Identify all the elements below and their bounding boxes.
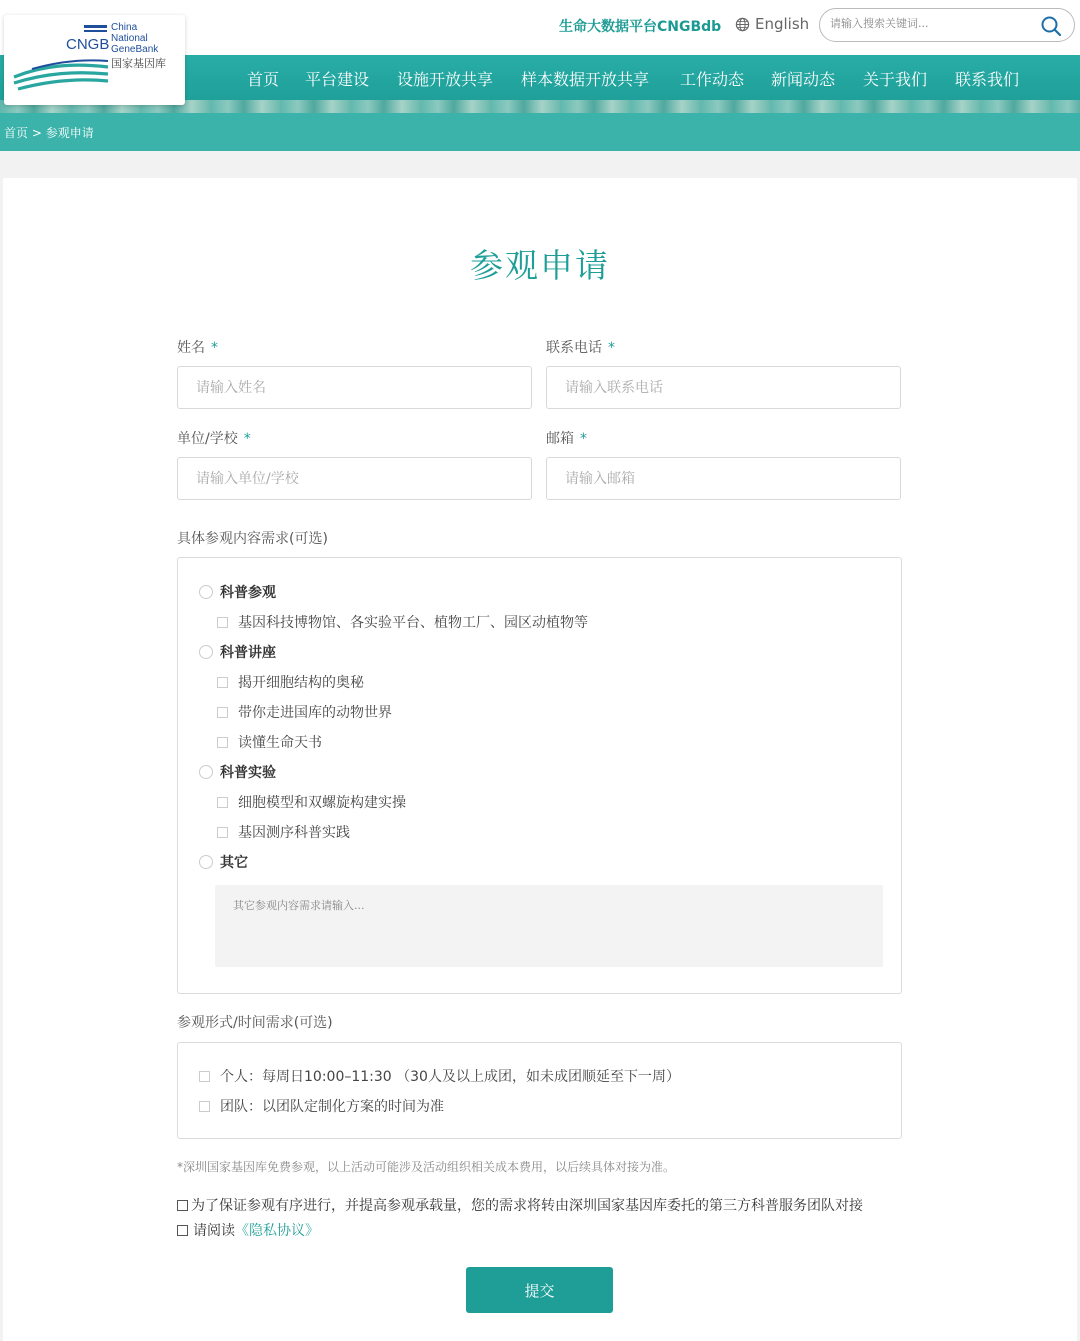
nav-item-platform[interactable]: 平台建设: [305, 70, 370, 89]
nav-item-contact[interactable]: 联系我们: [955, 70, 1020, 89]
nav-item-home[interactable]: 首页: [247, 70, 280, 89]
phone-input[interactable]: [546, 366, 901, 409]
option-life-book[interactable]: 读懂生命天书: [217, 732, 322, 752]
agree-third-party[interactable]: 为了保证参观有序进行，并提高参观承载量，您的需求将转由深圳国家基因库委托的第三方科普服务团队对接: [177, 1195, 863, 1215]
logo-cn: 国家基因库: [111, 57, 166, 70]
format-label: 参观形式/时间需求(可选): [177, 1015, 333, 1031]
org-input[interactable]: [177, 457, 532, 500]
checkbox-privacy[interactable]: [177, 1225, 188, 1236]
name-label: 姓名 *: [177, 340, 218, 356]
checkbox-animal-world[interactable]: [217, 707, 228, 718]
checkbox-sequencing[interactable]: [217, 827, 228, 838]
nav-item-about[interactable]: 关于我们: [863, 70, 928, 89]
phone-label: 联系电话 *: [546, 340, 615, 356]
checkbox-museum[interactable]: [217, 617, 228, 628]
checkbox-individual[interactable]: [199, 1071, 210, 1082]
nav-item-sample-data-sharing[interactable]: 样本数据开放共享: [521, 70, 650, 89]
logo-en-line3: GeneBank: [111, 44, 159, 55]
radio-experiment[interactable]: [199, 765, 213, 779]
free-visit-note: *深圳国家基因库免费参观，以上活动可能涉及活动组织相关成本费用，以后续具体对接为准。: [177, 1160, 676, 1174]
checkbox-agree-third-party[interactable]: [177, 1200, 188, 1211]
org-label: 单位/学校 *: [177, 431, 251, 447]
format-options-box: [177, 1042, 902, 1139]
group-other[interactable]: 其它: [199, 852, 248, 872]
group-science-tour[interactable]: 科普参观: [199, 582, 276, 602]
option-sequencing[interactable]: 基因测序科普实践: [217, 822, 350, 842]
radio-lecture[interactable]: [199, 645, 213, 659]
privacy-policy-link[interactable]: 《隐私协议》: [235, 1223, 319, 1239]
logo-abbr: CNGB: [66, 36, 110, 53]
option-double-helix[interactable]: 细胞模型和双螺旋构建实操: [217, 792, 406, 812]
option-individual[interactable]: 个人：每周日10:00–11:30 （30人及以上成团，如未成团顺延至下一周）: [199, 1066, 680, 1086]
breadcrumb-current: 参观申请: [45, 126, 94, 140]
logo-en-line1: China: [111, 22, 138, 33]
group-lecture[interactable]: 科普讲座: [199, 642, 276, 662]
breadcrumb-separator: >: [31, 126, 42, 140]
option-museum[interactable]: 基因科技博物馆、各实验平台、植物工厂、园区动植物等: [217, 612, 588, 632]
option-cell-structure[interactable]: 揭开细胞结构的奥秘: [217, 672, 364, 692]
checkbox-double-helix[interactable]: [217, 797, 228, 808]
search-box: [819, 8, 1075, 42]
group-experiment[interactable]: 科普实验: [199, 762, 276, 782]
checkbox-cell-structure[interactable]: [217, 677, 228, 688]
language-label: English: [755, 15, 810, 33]
page-title: 参观申请: [470, 246, 610, 285]
radio-science-tour[interactable]: [199, 585, 213, 599]
email-input[interactable]: [546, 457, 901, 500]
checkbox-life-book[interactable]: [217, 737, 228, 748]
breadcrumb-bar: [0, 113, 1080, 151]
name-input[interactable]: [177, 366, 532, 409]
content-options-box: [177, 557, 902, 994]
checkbox-team[interactable]: [199, 1101, 210, 1112]
option-animal-world[interactable]: 带你走进国库的动物世界: [217, 702, 392, 722]
language-switch[interactable]: [735, 15, 809, 33]
logo-en-line2: National: [111, 33, 148, 44]
other-needs-textarea[interactable]: [215, 885, 883, 967]
nav-item-facility-sharing[interactable]: 设施开放共享: [397, 70, 494, 89]
globe-icon: [735, 17, 750, 32]
radio-other[interactable]: [199, 855, 213, 869]
nav-item-work-news[interactable]: 工作动态: [680, 70, 745, 89]
form-card: [3, 178, 1077, 1341]
email-label: 邮箱 *: [546, 431, 587, 447]
option-team[interactable]: 团队：以团队定制化方案的时间为准: [199, 1096, 444, 1116]
nav-item-news[interactable]: 新闻动态: [771, 70, 836, 89]
content-label: 具体参观内容需求(可选): [177, 531, 328, 547]
cngbdb-link[interactable]: 生命大数据平台CNGBdb: [559, 19, 722, 35]
submit-button[interactable]: 提交: [466, 1267, 613, 1313]
cngb-logo[interactable]: [4, 15, 185, 105]
search-input[interactable]: [830, 17, 1030, 30]
search-icon[interactable]: [1040, 15, 1062, 37]
agree-privacy[interactable]: 请阅读 《隐私协议》: [177, 1220, 319, 1240]
breadcrumb: [4, 124, 94, 141]
breadcrumb-home[interactable]: 首页: [4, 126, 29, 140]
